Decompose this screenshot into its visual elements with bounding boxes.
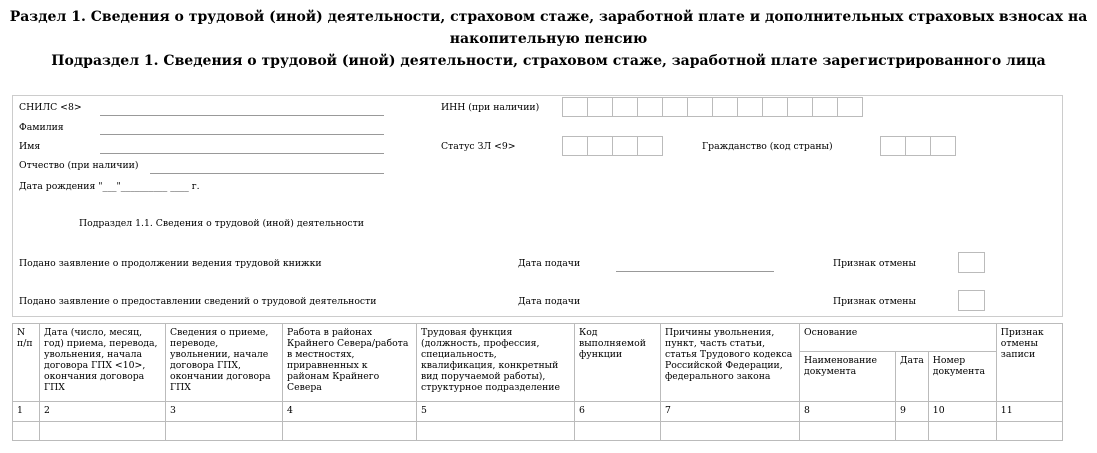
section-title-line1: Раздел 1. Сведения о трудовой (иной) деятельности, страховом стаже, заработной плате и дополнительных страховых взносах на — [9, 9, 1088, 25]
table-cell[interactable] — [13, 422, 40, 441]
header-col-5: Трудовая функция (должность, профессия, специальность, квалификация, конкретный вид поручаемой работы), структурное подразделение — [417, 324, 575, 402]
column-number: 7 — [661, 402, 800, 422]
statement-provide-cancel-label: Признак отмены — [833, 296, 916, 307]
header-col-2: Дата (число, месяц, год) приема, перевода, увольнения, начала договора ГПХ <10>, окончания договора ГПХ — [40, 324, 166, 402]
name-field[interactable] — [100, 153, 384, 154]
table-cell[interactable] — [166, 422, 283, 441]
column-number: 9 — [896, 402, 929, 422]
statement-continue-date-label: Дата подачи — [518, 258, 581, 269]
column-number: 2 — [40, 402, 166, 422]
statement-provide-date-label: Дата подачи — [518, 296, 581, 307]
citizenship-label: Гражданство (код страны) — [702, 141, 833, 152]
header-col-9: Дата — [896, 352, 929, 402]
header-col-10: Номер документа — [928, 352, 996, 402]
column-number: 10 — [928, 402, 996, 422]
surname-field[interactable] — [100, 134, 384, 135]
table-row[interactable] — [13, 422, 1063, 441]
patronymic-field[interactable] — [150, 173, 384, 174]
birthdate-label: Дата рождения "___"__________ ____ г. — [19, 181, 200, 192]
citizenship-cells[interactable] — [880, 136, 955, 156]
table-cell[interactable] — [575, 422, 661, 441]
snils-field[interactable] — [100, 115, 384, 116]
header-col-4: Работа в районах Крайнего Севера/работа в местностях, приравненных к районам Крайнего Севера — [283, 324, 417, 402]
table-cell[interactable] — [928, 422, 996, 441]
person-info-frame — [12, 95, 1063, 317]
header-basis: Основание — [800, 324, 997, 352]
column-number: 3 — [166, 402, 283, 422]
header-col-3: Сведения о приеме, переводе, увольнении, начале договора ГПХ, окончании договора ГПХ — [166, 324, 283, 402]
inn-cells[interactable] — [562, 97, 862, 117]
table-cell[interactable] — [283, 422, 417, 441]
table-cell[interactable] — [996, 422, 1062, 441]
inn-label: ИНН (при наличии) — [441, 102, 540, 113]
header-col-8: Наименование документа — [800, 352, 896, 402]
subsection-1-1-title: Подраздел 1.1. Сведения о трудовой (иной) деятельности — [79, 218, 364, 229]
column-number: 5 — [417, 402, 575, 422]
statement-continue-cancel-label: Признак отмены — [833, 258, 916, 269]
statement-provide-cancel-box[interactable] — [958, 290, 985, 311]
column-number-row — [13, 402, 1063, 422]
table-cell[interactable] — [800, 422, 896, 441]
table-cell[interactable] — [417, 422, 575, 441]
table-cell[interactable] — [896, 422, 929, 441]
status-cells[interactable] — [562, 136, 662, 156]
snils-label: СНИЛС <8> — [19, 102, 82, 113]
surname-label: Фамилия — [19, 122, 64, 133]
labor-activity-table — [12, 323, 1063, 441]
table-cell[interactable] — [40, 422, 166, 441]
column-number: 8 — [800, 402, 896, 422]
patronymic-label: Отчество (при наличии) — [19, 160, 139, 171]
column-number: 4 — [283, 402, 417, 422]
header-col-11: Признак отмены записи — [996, 324, 1062, 402]
column-number: 6 — [575, 402, 661, 422]
column-number: 1 — [13, 402, 40, 422]
name-label: Имя — [19, 141, 41, 152]
header-col-1: N п/п — [13, 324, 40, 402]
column-number: 11 — [996, 402, 1062, 422]
statement-provide-label: Подано заявление о предоставлении сведений о трудовой деятельности — [19, 296, 377, 307]
statement-continue-cancel-box[interactable] — [958, 252, 985, 273]
subsection-title: Подраздел 1. Сведения о трудовой (иной) деятельности, страховом стаже, заработной плате зарегистрированного лица — [51, 53, 1046, 69]
table-cell[interactable] — [661, 422, 800, 441]
status-label: Статус ЗЛ <9> — [441, 141, 516, 152]
section-title-line2: накопительную пенсию — [449, 31, 648, 47]
header-col-6: Код выполняемой функции — [575, 324, 661, 402]
statement-continue-date-field[interactable] — [616, 271, 774, 272]
statement-continue-label: Подано заявление о продолжении ведения трудовой книжки — [19, 258, 322, 269]
header-col-7: Причины увольнения, пункт, часть статьи, статья Трудового кодекса Российской Федерации, федерального закона — [661, 324, 800, 402]
